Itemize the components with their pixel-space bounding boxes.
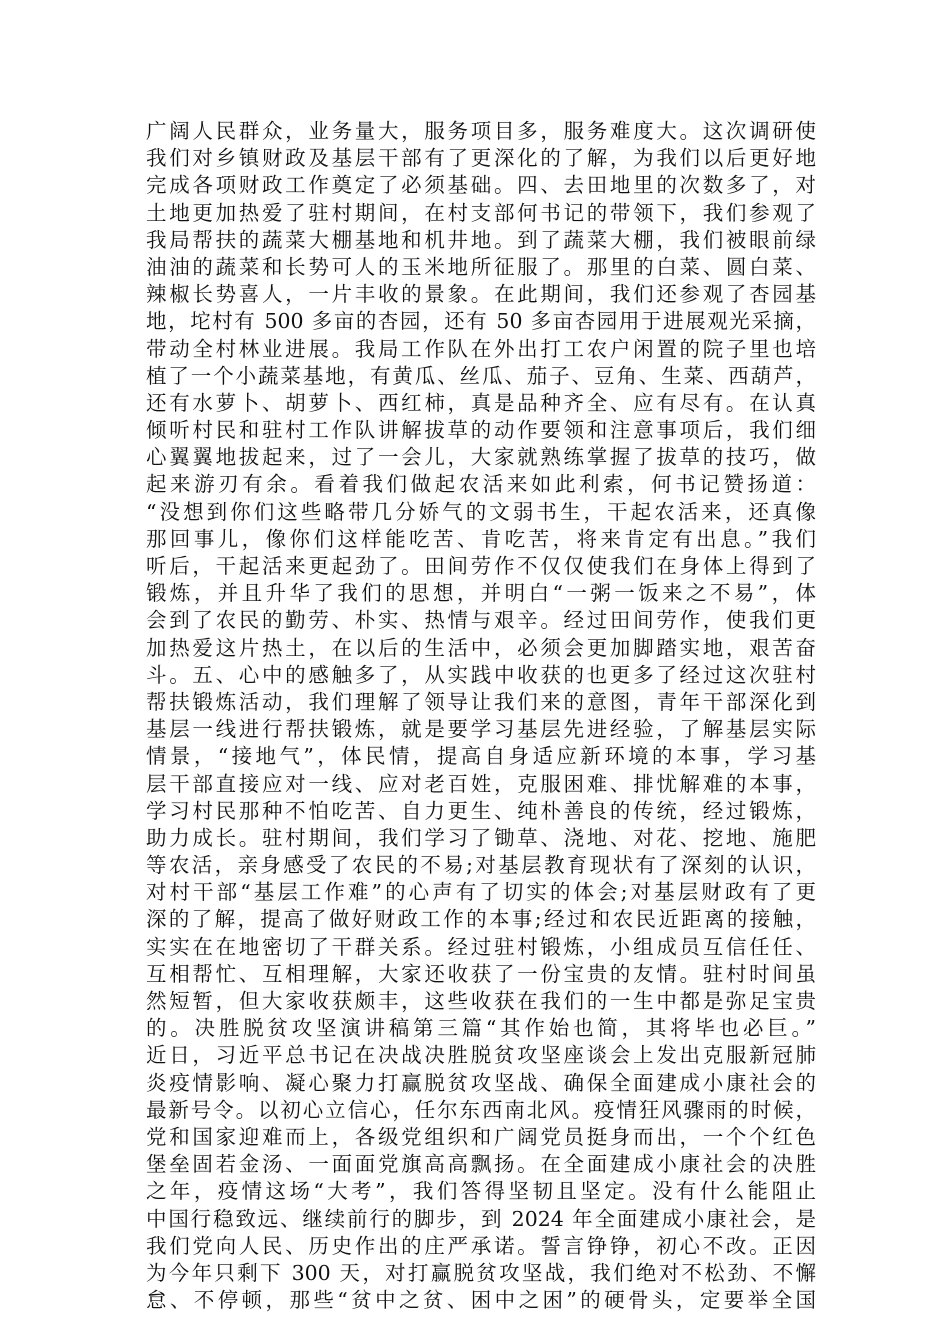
text-line: 深的了解，提高了做好财政工作的本事;经过和农民近距离的接触，: [146, 907, 816, 932]
text-line: 对村干部“基层工作难”的心声有了切实的体会;对基层财政有了更: [146, 880, 816, 905]
text-line: 听后，干起活来更起劲了。田间劳作不仅仅使我们在身体上得到了: [146, 554, 816, 578]
text-line: 心翼翼地拔起来，过了一会儿，大家就熟练掌握了拔草的技巧，做: [146, 445, 816, 470]
text-line: 广阔人民群众，业务量大，服务项目多，服务难度大。这次调研使: [146, 119, 816, 143]
text-line: 带动全村林业进展。我局工作队在外出打工农户闲置的院子里也培: [146, 336, 816, 361]
text-line: 然短暂，但大家收获颇丰，这些收获在我们的一生中都是弥足宝贵: [146, 989, 816, 1013]
text-line: 中国行稳致远、继续前行的脚步，到 2024 年全面建成小康社会，是: [146, 1206, 816, 1231]
text-line: 基层一线进行帮扶锻炼，就是要学习基层先进经验，了解基层实际: [146, 717, 816, 742]
text-line: 怠、不停顿，那些“贫中之贫、困中之困”的硬骨头，定要举全国: [146, 1288, 816, 1313]
text-line: 锻炼，并且升华了我们的思想，并明白“一粥一饭来之不易”，体: [146, 581, 816, 606]
text-line: 学习村民那种不怕吃苦、自力更生、纯朴善良的传统，经过锻炼，: [146, 798, 816, 823]
text-line: 完成各项财政工作奠定了必须基础。四、去田地里的次数多了，对: [146, 173, 816, 198]
text-line: 情景，“接地气”，体民情，提高自身适应新环境的本事，学习基: [146, 744, 816, 769]
text-line: 互相帮忙、互相理解，大家还收获了一份宝贵的友情。驻村时间虽: [146, 961, 816, 986]
text-line: 层干部直接应对一线、应对老百姓，克服困难、排忧解难的本事，: [146, 771, 816, 796]
text-line: “没想到你们这些略带几分娇气的文弱书生，干起农活来，还真像: [146, 499, 816, 524]
text-line: 的。决胜脱贫攻坚演讲稿第三篇“其作始也简，其将毕也必巨。”: [146, 1016, 816, 1041]
text-line: 最新号令。以初心立信心，任尔东西南北风。疫情狂风骤雨的时候，: [146, 1097, 816, 1122]
text-line: 为今年只剩下 300 天，对打赢脱贫攻坚战，我们绝对不松劲、不懈: [146, 1260, 816, 1285]
document-body: [146, 118, 816, 1314]
text-line: 还有水萝卜、胡萝卜、西红柿，真是品种齐全、应有尽有。在认真: [146, 390, 816, 415]
text-line: 党和国家迎难而上，各级党组织和广阔党员挺身而出，一个个红色: [146, 1124, 816, 1149]
text-line: 我们对乡镇财政及基层干部有了更深化的了解，为我们以后更好地: [146, 146, 816, 171]
text-line: 倾听村民和驻村工作队讲解拔草的动作要领和注意事项后，我们细: [146, 418, 816, 443]
text-line: 植了一个小蔬菜基地，有黄瓜、丝瓜、茄子、豆角、生菜、西葫芦，: [146, 363, 816, 388]
text-line: 起来游刃有余。看着我们做起农活来如此利索，何书记赞扬道：: [146, 472, 816, 497]
text-line: 实实在在地密切了干群关系。经过驻村锻炼，小组成员互信任任、: [146, 934, 816, 959]
text-line: 炎疫情影响、凝心聚力打赢脱贫攻坚战、确保全面建成小康社会的: [146, 1070, 816, 1095]
text-line: 近日，习近平总书记在决战决胜脱贫攻坚座谈会上发出克服新冠肺: [146, 1043, 816, 1068]
text-line: 土地更加热爱了驻村期间，在村支部何书记的带领下，我们参观了: [146, 200, 816, 225]
text-line: 助力成长。驻村期间，我们学习了锄草、浇地、对花、挖地、施肥: [146, 825, 816, 850]
text-line: 那回事儿，像你们这样能吃苦、肯吃苦，将来肯定有出息。”我们: [146, 526, 816, 551]
text-line: 我们党向人民、历史作出的庄严承诺。誓言铮铮，初心不改。正因: [146, 1233, 816, 1258]
text-line: 帮扶锻炼活动，我们理解了领导让我们来的意图，青年干部深化到: [146, 689, 816, 714]
text-line: 地，坨村有 500 多亩的杏园，还有 50 多亩杏园用于进展观光采摘，: [146, 309, 816, 334]
text-line: 辣椒长势喜人，一片丰收的景象。在此期间，我们还参观了杏园基: [146, 282, 816, 307]
text-line: 会到了农民的勤劳、朴实、热情与艰辛。经过田间劳作，使我们更: [146, 608, 816, 633]
text-line: 斗。五、心中的感触多了，从实践中收获的也更多了经过这次驻村: [146, 662, 816, 687]
text-line: 我局帮扶的蔬菜大棚基地和机井地。到了蔬菜大棚，我们被眼前绿: [146, 227, 816, 252]
text-line: 油油的蔬菜和长势可人的玉米地所征服了。那里的白菜、圆白菜、: [146, 254, 816, 279]
text-line: 加热爱这片热土，在以后的生活中，必须会更加脚踏实地，艰苦奋: [146, 635, 816, 660]
text-line: 之年，疫情这场“大考”，我们答得坚韧且坚定。没有什么能阻止: [146, 1179, 816, 1204]
text-line: 等农活，亲身感受了农民的不易;对基层教育现状有了深刻的认识，: [146, 853, 816, 878]
text-line: 堡垒固若金汤、一面面党旗高高飘扬。在全面建成小康社会的决胜: [146, 1152, 816, 1177]
